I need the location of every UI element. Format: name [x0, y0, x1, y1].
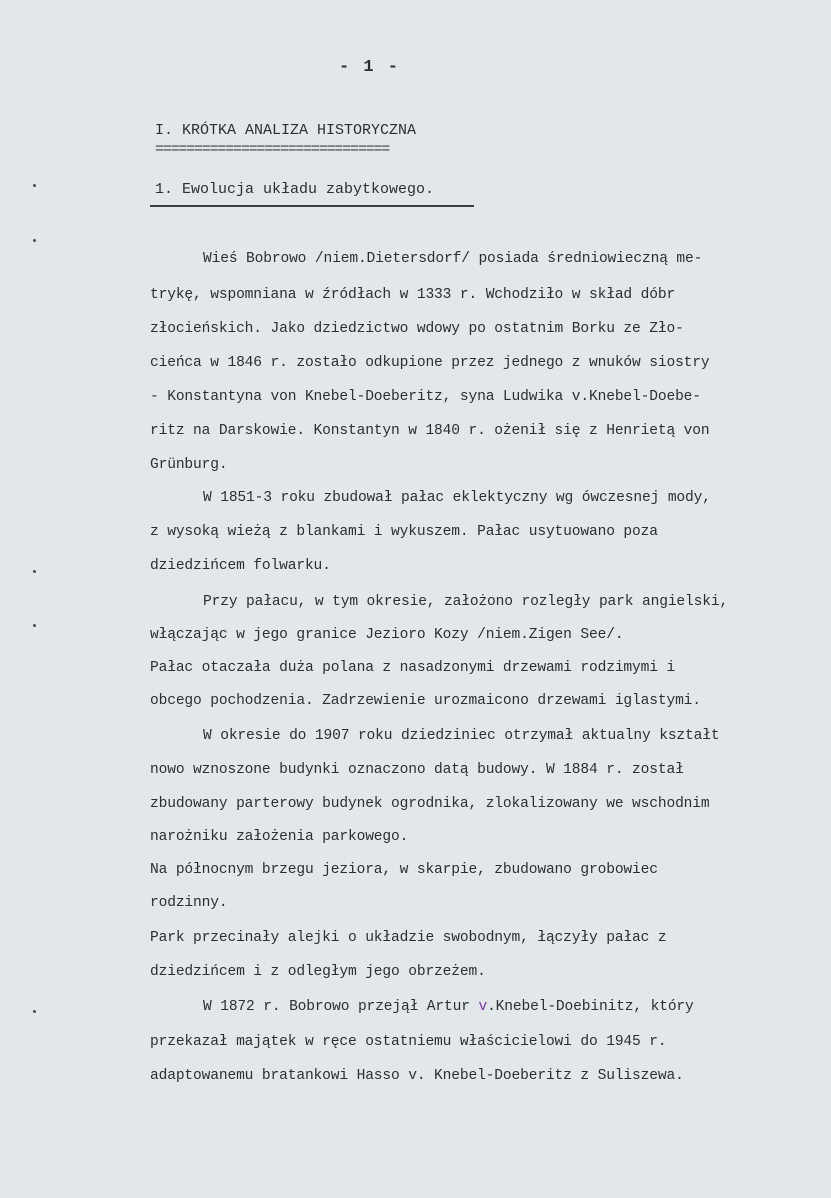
text-line: zbudowany parterowy budynek ogrodnika, zlokalizowany we wschodnim — [150, 796, 710, 812]
text-line: Na północnym brzegu jeziora, w skarpie, zbudowano grobowiec — [150, 862, 658, 878]
text-line: nowo wznoszone budynki oznaczono datą budowy. W 1884 r. został — [150, 762, 684, 778]
text-line: adaptowanemu bratankowi Hasso v. Knebel-Doeberitz z Suliszewa. — [150, 1068, 684, 1084]
section-underline — [150, 205, 474, 207]
text-line: trykę, wspomniana w źródłach w 1333 r. Wchodziło w skład dóbr — [150, 287, 676, 303]
text-line: przekazał majątek w ręce ostatniemu właścicielowi do 1945 r. — [150, 1034, 667, 1050]
text-line: W okresie do 1907 roku dziedziniec otrzymał aktualny kształt — [203, 728, 720, 744]
chapter-heading: I. KRÓTKA ANALIZA HISTORYCZNA — [155, 122, 417, 139]
text-line: W 1851-3 roku zbudował pałac eklektyczny wg ówczesnej mody, — [203, 490, 711, 506]
text-line: dziedzińcem i z odległym jego obrzeżem. — [150, 964, 486, 980]
text-line: włączając w jego granice Jezioro Kozy /niem.Zigen See/. — [150, 627, 624, 643]
text-line: narożniku założenia parkowego. — [150, 829, 409, 845]
text-line: Pałac otaczała duża polana z nasadzonymi drzewami rodzimymi i — [150, 660, 676, 676]
text-line: ritz na Darskowie. Konstantyn w 1840 r. ożenił się z Henrietą von — [150, 423, 710, 439]
text-line: - Konstantyna von Knebel-Doeberitz, syna Ludwika v.Knebel-Doebe- — [150, 389, 701, 405]
text-line: Grünburg. — [150, 457, 228, 473]
text-line: złocieńskich. Jako dziedzictwo wdowy po ostatnim Borku ze Zło- — [150, 321, 684, 337]
text-line: z wysoką wieżą z blankami i wykuszem. Pałac usytuowano poza — [150, 524, 658, 540]
ink-correction: v — [478, 999, 488, 1015]
text-line: rodzinny. — [150, 895, 228, 911]
text-line: Przy pałacu, w tym okresie, założono rozległy park angielski, — [203, 594, 729, 610]
scan-dot — [33, 184, 36, 187]
section-heading: 1. Ewolucja układu zabytkowego. — [155, 181, 435, 198]
text-segment: .Knebel-Doebinitz, który — [487, 999, 694, 1015]
scan-dot — [33, 570, 36, 573]
page-number: - 1 - — [339, 58, 401, 77]
scan-dot — [33, 1010, 36, 1013]
text-line: Park przecinały alejki o układzie swobodnym, łączyły pałac z — [150, 930, 667, 946]
text-line: Wieś Bobrowo /niem.Dietersdorf/ posiada średniowieczną me- — [203, 251, 703, 267]
text-line: obcego pochodzenia. Zadrzewienie urozmaicono drzewami iglastymi. — [150, 693, 701, 709]
text-line-corrected — [203, 999, 694, 1015]
text-line: cieńca w 1846 r. zostało odkupione przez jednego z wnuków siostry — [150, 355, 710, 371]
scan-dot — [33, 239, 36, 242]
scan-dot — [33, 624, 36, 627]
chapter-underline: ============================== — [155, 141, 390, 158]
text-line: dziedzińcem folwarku. — [150, 558, 331, 574]
text-segment: W 1872 r. Bobrowo przejął Artur — [203, 999, 479, 1015]
